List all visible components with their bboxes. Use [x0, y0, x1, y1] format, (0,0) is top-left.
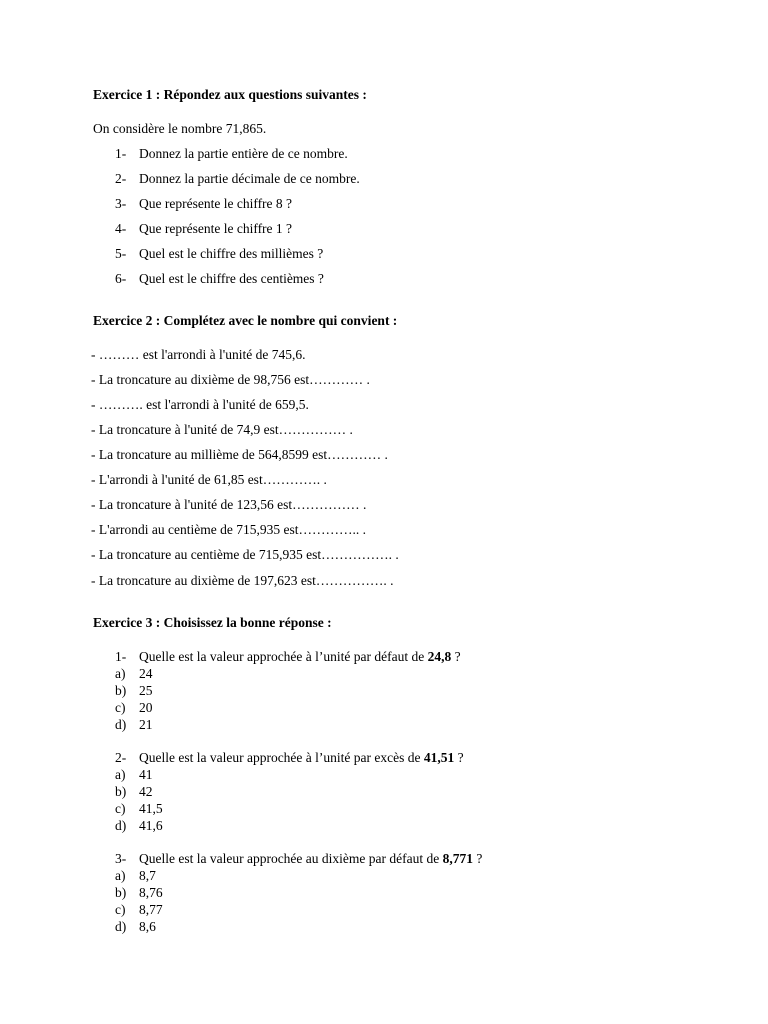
exercise-2-line: - La troncature au centième de 715,935 est……………. .: [91, 547, 399, 562]
question-number: 5-: [115, 246, 127, 261]
exercise-3-title: Exercice 3 : Choisissez la bonne réponse :: [93, 615, 332, 630]
option-letter: b): [115, 784, 127, 799]
question-number: 3-: [115, 196, 127, 211]
option-letter: c): [115, 801, 126, 816]
question-number-value: 24,8: [427, 649, 452, 664]
exercise-2-line: - L'arrondi au centième de 715,935 est………….. .: [91, 522, 366, 537]
exercise-2-line: - La troncature à l'unité de 123,56 est…………… .: [91, 497, 367, 512]
option-letter: d): [115, 818, 127, 833]
question-prompt: Quelle est la valeur approchée à l’unité par excès de: [139, 750, 424, 765]
option-value: 8,7: [139, 868, 156, 883]
question-number: 2-: [115, 171, 127, 186]
option-value: 20: [139, 700, 153, 715]
option-letter: d): [115, 919, 127, 934]
option-letter: a): [115, 666, 126, 681]
option-value: 41: [139, 767, 153, 782]
question-mark: ?: [454, 750, 464, 765]
question-number: 1-: [115, 146, 127, 161]
question-text: [139, 851, 482, 867]
exercise-2-line: - ………. est l'arrondi à l'unité de 659,5.: [91, 397, 309, 412]
question-text: Donnez la partie décimale de ce nombre.: [139, 171, 360, 186]
question-text: Donnez la partie entière de ce nombre.: [139, 146, 348, 161]
question-text: [139, 750, 464, 766]
exercise-2-line: - La troncature à l'unité de 74,9 est…………… .: [91, 422, 353, 437]
option-value: 41,5: [139, 801, 163, 816]
exercise-2-line: - La troncature au dixième de 98,756 est………… .: [91, 372, 370, 387]
question-number-value: 41,51: [423, 750, 455, 765]
option-value: 8,76: [139, 885, 163, 900]
option-letter: b): [115, 683, 127, 698]
option-value: 41,6: [139, 818, 163, 833]
question-number: 1-: [115, 649, 127, 664]
exercise-2-line: - L'arrondi à l'unité de 61,85 est…………. .: [91, 472, 327, 487]
option-value: 42: [139, 784, 153, 799]
option-value: 21: [139, 717, 153, 732]
question-number: 4-: [115, 221, 127, 236]
question-number: 3-: [115, 851, 127, 866]
exercise-2-line: - La troncature au dixième de 197,623 est……………. .: [91, 573, 394, 588]
question-text: Quel est le chiffre des millièmes ?: [139, 246, 324, 261]
option-letter: a): [115, 868, 126, 883]
question-text: Que représente le chiffre 1 ?: [139, 221, 293, 236]
option-letter: a): [115, 767, 126, 782]
exercise-1-intro: On considère le nombre 71,865.: [93, 121, 267, 136]
question-number: 2-: [115, 750, 127, 765]
exercise-2-line: - La troncature au millième de 564,8599 est………… .: [91, 447, 388, 462]
question-number-value: 8,771: [442, 851, 473, 866]
option-letter: c): [115, 700, 126, 715]
question-mark: ?: [472, 851, 483, 866]
option-value: 8,6: [139, 919, 156, 934]
option-value: 25: [139, 683, 153, 698]
question-prompt: Quelle est la valeur approchée au dixième par défaut de: [139, 851, 443, 866]
option-value: 8,77: [139, 902, 163, 917]
option-letter: d): [115, 717, 127, 732]
question-text: Que représente le chiffre 8 ?: [139, 196, 293, 211]
option-letter: b): [115, 885, 127, 900]
question-mark: ?: [451, 649, 461, 664]
option-letter: c): [115, 902, 126, 917]
question-number: 6-: [115, 271, 127, 286]
question-text: Quel est le chiffre des centièmes ?: [139, 271, 324, 286]
exercise-2-title: Exercice 2 : Complétez avec le nombre qui convient :: [93, 313, 398, 328]
question-prompt: Quelle est la valeur approchée à l’unité par défaut de: [139, 649, 428, 664]
exercise-2-line: - ……… est l'arrondi à l'unité de 745,6.: [91, 347, 306, 362]
exercise-1-title: Exercice 1 : Répondez aux questions suivantes :: [93, 87, 367, 102]
question-text: [139, 649, 461, 665]
option-value: 24: [139, 666, 153, 681]
